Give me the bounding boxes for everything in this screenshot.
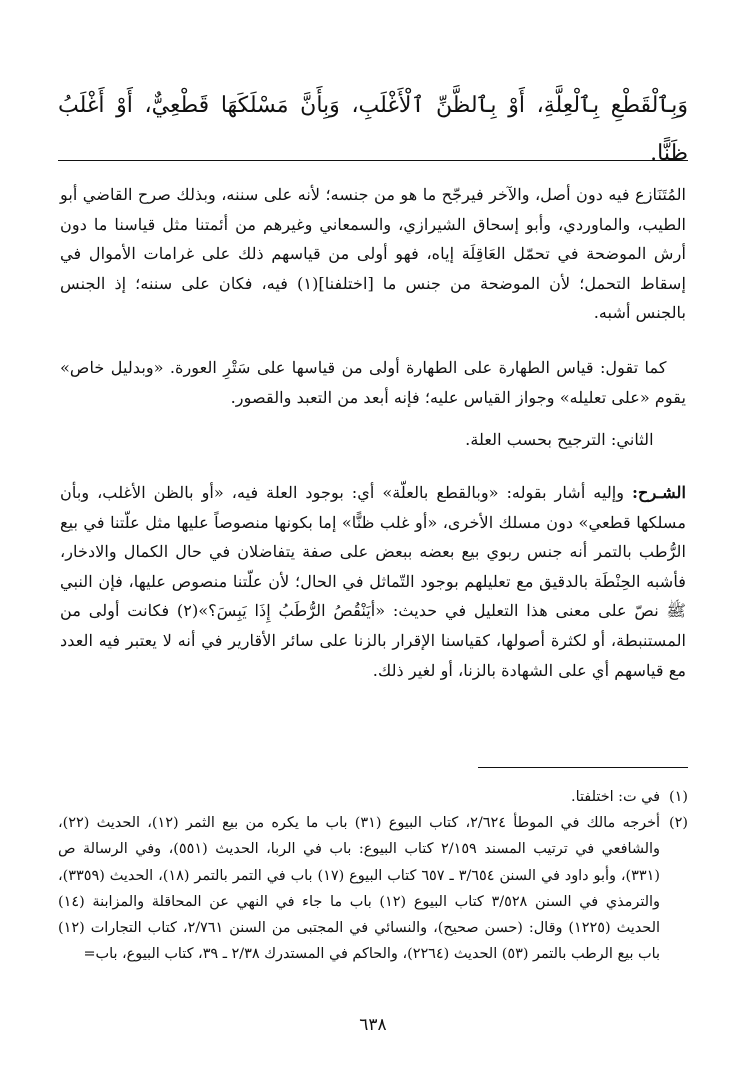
commentary-paragraph-1 bbox=[60, 180, 686, 328]
footnote-text: في ت: اختلفتا. bbox=[571, 789, 660, 805]
footnote-number: (٢) bbox=[669, 815, 688, 832]
footnote-text: أخرجه مالك في الموطأ ٢/٦٢٤، كتاب البيوع (٣١) باب ما يكره من بيع الثمر (١٢)، الحديث (٢٢)، والشافعي في ترتيب المسند ٢/١٥٩ كتاب البيوع: باب في الربا، الحديث (٥٥١)، وفي الرسالة ص (٣٣١)، وأبو داود في السنن ٣/٦٥٤ ـ ٦٥٧ كتاب البيوع (١٧) باب في التمر بالتمر (١٨)، الحديث (٣٣٥٩)، والترمذي في السنن ٣/٥٢٨ كتاب البيوع (١٢) باب ما جاء في النهي عن المحاقلة والمزابنة (١٤) الحديث (١٢٢٥) وقال: (حسن صحيح)، والنسائي في المجتبى من السنن ٢/٧٦١، كتاب التجارات (١٢) باب بيع الرطب بالتمر (٥٣) الحديث (٢٢٦٤)، والحاكم في المستدرك ٢/٣٨ ـ ٣٩، كتاب البيوع، باب= bbox=[58, 815, 660, 963]
paragraph-text bbox=[60, 478, 686, 685]
paragraph-text: المُتَنَازع فيه دون أصل، والآخر فيرجّح ما هو من جنسه؛ لأنه على سننه، وبذلك صرح القاضي أبو الطيب، والماوردي، وأبو إسحاق الشيرازي، والسمعاني وغيرهم من أئمتنا مثل قياسنا ما دون أرش الموضحة في تحمّل العَاقِلَة إياه، فهو أولى من قياسهم ذلك على غرامات الأموال في إسقاط التحمل؛ لأن الموضحة من جنس ما [اختلفنا](١) فيه، فكان على سننه؛ إذ الجنس بالجنس أشبه. bbox=[60, 185, 686, 323]
sharh-text: وإليه أشار بقوله: «وبالقطع بالعلّة» أي: بوجود العلة فيه، «أو بالظن الأغلب، وبأن مسلكها قطعي» دون مسلك الأخرى، «أو غلب ظنًّا» إما بكونها منصوصاً عليها مثل علّتنا في بيع الرُّطب بالتمر أنه جنس ربوي بيع بعضه ببعض على صفة يتفاضلان في حال الكمال والادخار، فأشبه الحِنْطَة بالدقيق مع تعليلهم بوجود التّماثل في الحال؛ لأن علّتنا منصوص عليها، فإن النبي ﷺ نصّ على معنى هذا التعليل في حديث: «أيَنْقُصُ الرُّطَبُ إِذَا يَبِسَ؟»(٢) فكانت أولى من المستنبطة، أو لكثرة أصولها، كقياسنا الإقرار بالزنا على سائر الأقارير في أنه لا يعتبر فيه العدد مع قياسهم أي على الشهادة بالزنا، أو لغير ذلك. bbox=[60, 483, 686, 680]
footnote-separator bbox=[478, 767, 688, 768]
footnote-item bbox=[58, 810, 688, 967]
footnote-item bbox=[58, 784, 688, 810]
sharh-paragraph bbox=[60, 478, 686, 685]
sharh-label: الشـرح: bbox=[632, 483, 686, 502]
footnote-number: (١) bbox=[669, 789, 688, 805]
commentary-paragraph-2 bbox=[60, 353, 686, 412]
paragraph-text: كما تقول: قياس الطهارة على الطهارة أولى من قياسها على سَتْرِ العورة. «وبدليل خاص» يقوم «على تعليله» وجواز القياس عليه؛ فإنه أبعد من التعبد والقصور. bbox=[60, 358, 686, 407]
separator-rule bbox=[58, 160, 688, 161]
section-heading bbox=[60, 425, 686, 455]
matn-verse: وَبِٱلْقَطْعِ بِٱلْعِلَّةِ، أَوْ بِٱلظَّنِّ ٱلْأَغْلَبِ، وَبِأَنَّ مَسْلَكَهَا قَطْعِيٌّ، أَوْ أَغْلَبُ ظَنًّا. bbox=[58, 93, 688, 166]
footnotes bbox=[58, 784, 688, 967]
heading-text: الثاني: الترجيح بحسب العلة. bbox=[465, 430, 654, 449]
page-number: ٦٣٨ bbox=[359, 1015, 387, 1035]
